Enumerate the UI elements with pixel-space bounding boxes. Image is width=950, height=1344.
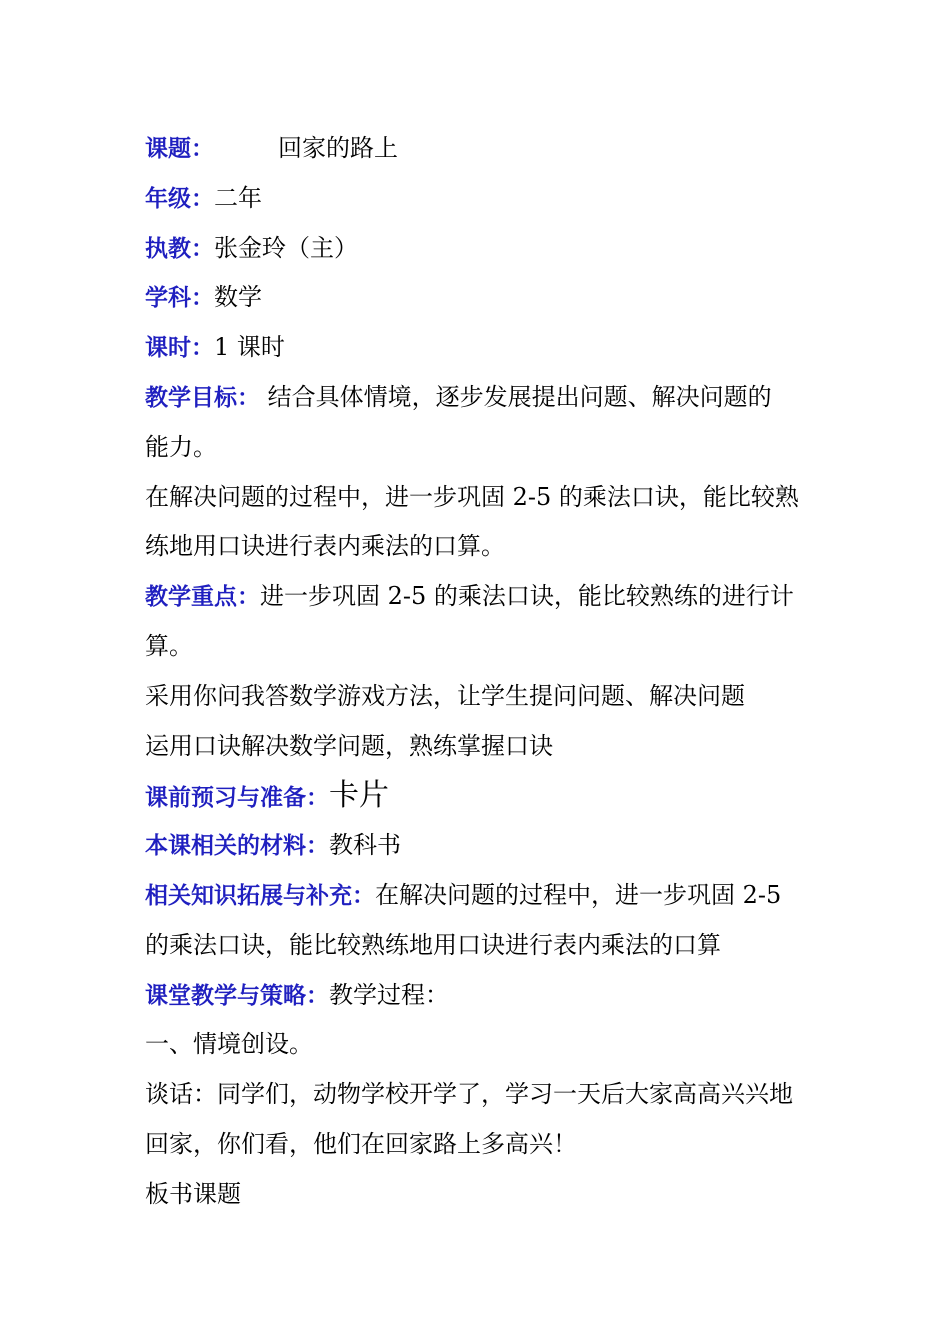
dialogue-line-2: 回家，你们看，他们在回家路上多高兴！ [145,1129,577,1158]
objectives-line-4-row [145,522,810,572]
objectives-line-1: 结合具体情境，逐步发展提出问题、解决问题的 [260,382,772,411]
teacher-row [145,224,810,274]
objectives-label: 教学目标： [145,384,260,411]
key-points-row [145,572,810,622]
strategy-label: 课堂教学与策略： [145,982,329,1009]
preparation-label: 课前预习与准备： [145,785,329,812]
grade-label: 年级： [145,185,214,212]
period-value: 1 课时 [214,333,285,362]
dialogue-line-2-row [145,1120,810,1170]
objectives-line-3: 在解决问题的过程中，进一步巩固 2-5 的乘法口诀，能比较熟 [145,482,799,511]
extension-line-2: 的乘法口诀，能比较熟练地用口诀进行表内乘法的口算 [145,930,721,959]
topic-label: 课题： [145,136,214,162]
materials-value: 教科书 [329,831,401,860]
teacher-value: 张金玲（主） [214,233,358,262]
subject-value: 数学 [214,283,262,312]
key-points-line-3-row [145,672,810,722]
section-heading-row [145,1020,810,1070]
key-points-line-4: 运用口诀解决数学问题，熟练掌握口诀 [145,731,553,760]
grade-row [145,174,810,224]
extension-line-1: 在解决问题的过程中，进一步巩固 2-5 [375,880,782,909]
dialogue-line-1-row [145,1070,810,1120]
strategy-row [145,971,810,1021]
key-points-line-2-row [145,622,810,672]
key-points-line-3: 采用你问我答数学游戏方法，让学生提问问题、解决问题 [145,681,745,710]
subject-row [145,273,810,323]
key-points-line-2: 算。 [145,631,193,660]
key-points-line-1: 进一步巩固 2-5 的乘法口诀，能比较熟练的进行计 [260,582,794,611]
subject-label: 学科： [145,285,214,312]
objectives-line-3-row [145,473,810,523]
preparation-row [145,771,810,821]
strategy-value: 教学过程： [329,980,449,1009]
extension-label: 相关知识拓展与补充： [145,882,375,909]
materials-label: 本课相关的材料： [145,833,329,860]
extension-line-2-row [145,921,810,971]
board-title-row [145,1170,810,1220]
board-title-text: 板书课题 [145,1179,241,1208]
objectives-line-2: 能力。 [145,432,217,461]
topic-row [145,124,810,174]
section-heading: 一、情境创设。 [145,1030,313,1059]
teacher-label: 执教： [145,235,214,262]
extension-row [145,871,810,921]
key-points-line-4-row [145,722,810,772]
grade-value: 二年 [214,183,262,212]
key-points-label: 教学重点： [145,584,260,611]
lesson-plan-body [145,124,810,1220]
period-row [145,323,810,373]
materials-row [145,821,810,871]
period-label: 课时： [145,335,214,362]
preparation-value: 卡片 [329,778,389,814]
objectives-line-2-row [145,423,810,473]
dialogue-line-1: 谈话：同学们，动物学校开学了，学习一天后大家高高兴兴地 [145,1080,793,1109]
objectives-row [145,373,810,423]
topic-value: 回家的路上 [278,134,398,162]
objectives-line-4: 练地用口诀进行表内乘法的口算。 [145,532,505,561]
